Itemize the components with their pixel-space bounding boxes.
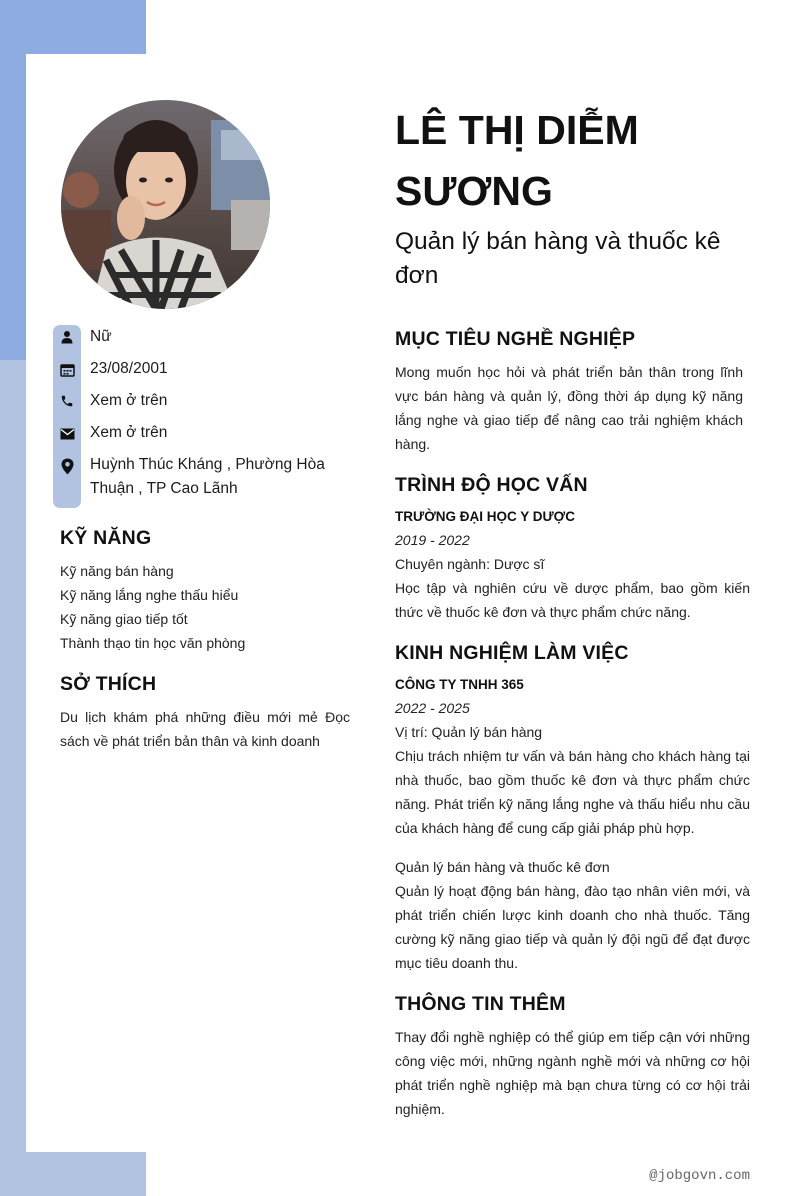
skill-item: Thành thạo tin học văn phòng (60, 635, 246, 651)
candidate-position: Quản lý bán hàng và thuốc kê đơn (395, 228, 721, 289)
hobbies-text: Du lịch khám phá những điều mới mẻ Đọc sách về phát triển bản thân và kinh doanh (60, 709, 350, 749)
contact-address: Huỳnh Thúc Kháng , Phường Hòa Thuận , TP Cao Lãnh (90, 456, 325, 497)
experience-description-2: Quản lý hoạt động bán hàng, đào tạo nhân viên mới, và phát triển chiến lược kinh doanh cho nhà thuốc. Tăng cường kỹ năng giao tiếp và quản lý đội ngũ để đạt được mục tiêu doanh thu. (395, 883, 750, 971)
additional-heading: THÔNG TIN THÊM (395, 993, 566, 1015)
additional-text: Thay đổi nghề nghiệp có thể giúp em tiếp cận với những công việc mới, những ngành nghề mới và những cơ hội phát triển nghề nghiệp mà bạn chưa từng có cơ hội trải nghiệm. (395, 1029, 750, 1117)
experience-company: CÔNG TY TNHH 365 (395, 677, 524, 692)
experience-description-1: Chịu trách nhiệm tư vấn và bán hàng cho khách hàng tại nhà thuốc, bao gồm thuốc kê đơn và thực phẩm chức năng. Phát triển kỹ năng lắng nghe và thấu hiểu nhu cầu của khách hàng để cung cấp giải pháp phù hợp. (395, 748, 750, 836)
objective-heading: MỤC TIÊU NGHỀ NGHIỆP (395, 328, 636, 350)
skills-heading: KỸ NĂNG (60, 527, 152, 549)
hobbies-heading: SỞ THÍCH (60, 673, 157, 695)
experience-role: Vị trí: Quản lý bán hàng (395, 724, 543, 740)
phone-icon (59, 393, 75, 409)
education-major: Chuyên ngành: Dược sĩ (395, 556, 545, 572)
education-description: Học tập và nghiên cứu về dược phẩm, bao gồm kiến thức về thuốc kê đơn và thực phẩm chức năng. (395, 580, 750, 620)
contact-phone: Xem ở trên (90, 392, 168, 409)
contact-gender: Nữ (90, 328, 112, 345)
person-icon (59, 329, 75, 345)
mail-icon (59, 426, 75, 442)
education-heading: TRÌNH ĐỘ HỌC VẤN (395, 474, 588, 496)
skill-item: Kỹ năng bán hàng (60, 563, 174, 579)
calendar-icon (59, 362, 75, 378)
footer-watermark: @jobgovn.com (649, 1168, 750, 1184)
skill-item: Kỹ năng giao tiếp tốt (60, 611, 188, 627)
skill-item: Kỹ năng lắng nghe thấu hiểu (60, 587, 239, 603)
experience-role-2: Quản lý bán hàng và thuốc kê đơn (395, 859, 610, 875)
contact-email: Xem ở trên (90, 424, 168, 441)
experience-period: 2022 - 2025 (395, 700, 470, 716)
education-school: TRƯỜNG ĐẠI HỌC Y DƯỢC (395, 509, 575, 524)
experience-heading: KINH NGHIỆM LÀM VIỆC (395, 642, 629, 664)
location-pin-icon (59, 458, 75, 474)
profile-photo (61, 100, 270, 309)
contact-dob: 23/08/2001 (90, 360, 168, 377)
education-period: 2019 - 2022 (395, 532, 470, 548)
contact-icon-bar (53, 325, 81, 508)
candidate-name: LÊ THỊ DIỄM SƯƠNG (395, 107, 639, 214)
objective-text: Mong muốn học hỏi và phát triển bản thân trong lĩnh vực bán hàng và quản lý, đồng thời áp dụng kỹ năng lắng nghe và giao tiếp để nâng cao trải nghiệm khách hàng. (395, 364, 743, 452)
